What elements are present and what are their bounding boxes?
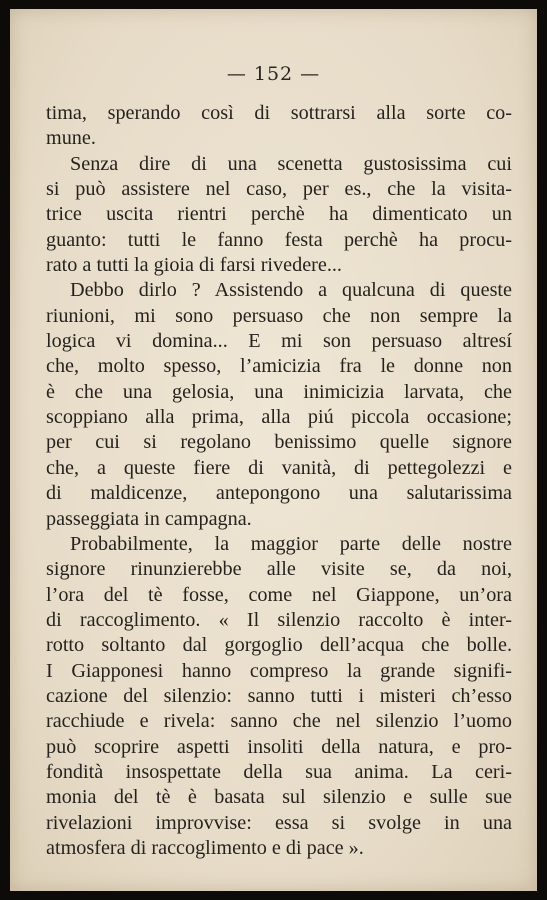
- text-line: Senza dire di una scenetta gustosissima cui: [70, 152, 512, 175]
- text-line: è che una gelosia, una inimicizia larvata, che: [46, 380, 512, 403]
- text-line: riunioni, mi sono persuaso che non sempre la: [46, 304, 512, 327]
- text-line: di maldicenze, antepongono una salutarissima: [46, 482, 512, 505]
- book-page: [10, 9, 537, 891]
- text-line: che, molto spesso, l’amicizia fra le donne non: [46, 355, 512, 378]
- text-line: cazione del silenzio: sanno tutti i misteri ch’esso: [46, 684, 512, 707]
- text-line: si può assistere nel caso, per es., che la visita-: [46, 178, 512, 201]
- text-line: tima, sperando così di sottrarsi alla sorte co-: [46, 102, 512, 124]
- text-line: l’ora del tè fosse, come nel Giappone, un’ora: [46, 583, 512, 606]
- text-line: può scoprire aspetti insoliti della natura, e pro-: [46, 735, 512, 758]
- text-line: Probabilmente, la maggior parte delle nostre: [70, 532, 512, 555]
- text-line: che, a queste fiere di vanità, di pettegolezzi e: [46, 456, 512, 479]
- text-line: racchiude e rivela: sanno che nel silenzio l’uomo: [46, 710, 512, 733]
- text-line: logica vi domina... E mi son persuaso altresí: [46, 330, 512, 353]
- text-line: rotto soltanto dal gorgoglio dell’acqua che bolle.: [46, 634, 512, 657]
- body-text: [46, 101, 512, 861]
- text-line: atmosfera di raccoglimento e di pace ».: [46, 836, 364, 859]
- text-line: di raccoglimento. « Il silenzio raccolto è inter-: [46, 608, 512, 631]
- text-line: rivelazioni improvvise: essa si svolge in una: [46, 811, 512, 834]
- text-line: monia del tè è basata sul silenzio e sulle sue: [46, 786, 512, 809]
- text-line: I Giapponesi hanno compreso la grande signifi-: [46, 659, 512, 682]
- text-line: mune.: [46, 127, 96, 150]
- text-line: per cui si regolano benissimo quelle signore: [46, 431, 512, 454]
- text-line: guanto: tutti le fanno festa perchè ha procu-: [46, 228, 512, 251]
- text-line: signore rinunzierebbe alle visite se, da noi,: [46, 558, 512, 581]
- text-line: trice uscita rientri perchè ha dimenticato un: [46, 203, 512, 226]
- text-line: scoppiano alla prima, alla piú piccola occasione;: [46, 406, 512, 429]
- text-line: passeggiata in campagna.: [46, 507, 252, 530]
- text-line: fondità insospettate della sua anima. La ceri-: [46, 760, 512, 783]
- text-line: rato a tutti la gioia di farsi rivedere...: [46, 254, 342, 277]
- text-line: Debbo dirlo ? Assistendo a qualcuna di queste: [70, 279, 512, 302]
- page-number: — 152 —: [226, 63, 321, 85]
